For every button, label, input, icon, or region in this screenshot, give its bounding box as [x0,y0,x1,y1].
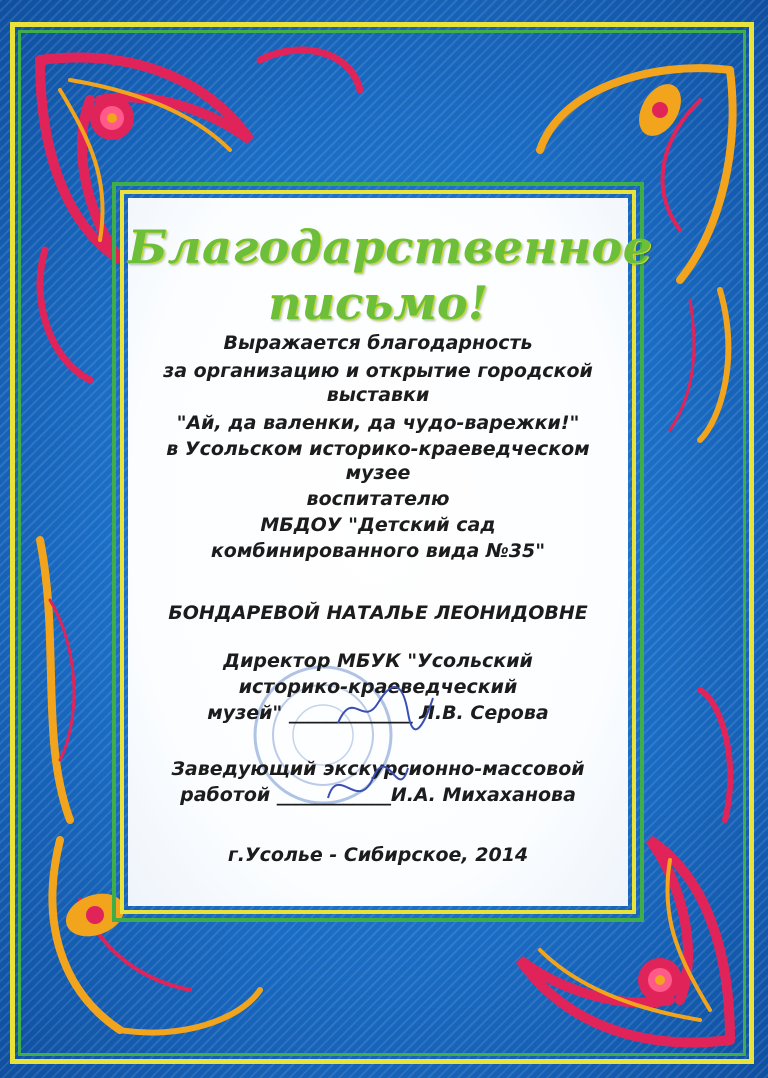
handwritten-signature [328,678,438,738]
body-line: музее [345,462,411,484]
exhibition-name: "Ай, да валенки, да чудо-варежки!" [176,412,580,434]
body-line: комбинированного вида №35" [210,540,546,562]
body-line: за организацию и открытие городской [163,360,593,382]
gold-leaf-icon [630,77,689,143]
body-line: в Усольском историко-краеведческом [166,438,590,460]
rosette-flower-icon [90,96,134,140]
body-line: Выражается благодарность [223,332,533,354]
head-signature-line: работой ____________И.А. Михаханова [180,784,576,806]
director-signature-line: музей" _____________ Л.В. Серова [207,702,549,724]
handwritten-signature [318,758,418,818]
director-line: историко-краеведческий [238,676,518,698]
place-and-date: г.Усолье - Сибирское, 2014 [227,844,529,866]
body-line: выставки [326,384,430,406]
body-line: МБДОУ "Детский сад [260,514,496,536]
director-line: Директор МБУК "Усольский [223,650,533,672]
head-line: Заведующий экскурсионно-массовой [171,758,585,780]
title-line-1: Благодарственное [128,220,653,274]
title-line-2: письмо! [268,276,488,330]
recipient-name: БОНДАРЕВОЙ НАТАЛЬЕ ЛЕОНИДОВНЕ [168,602,588,624]
rosette-flower-icon [638,958,682,1002]
body-line: воспитателю [306,488,450,510]
content-panel [128,198,653,906]
